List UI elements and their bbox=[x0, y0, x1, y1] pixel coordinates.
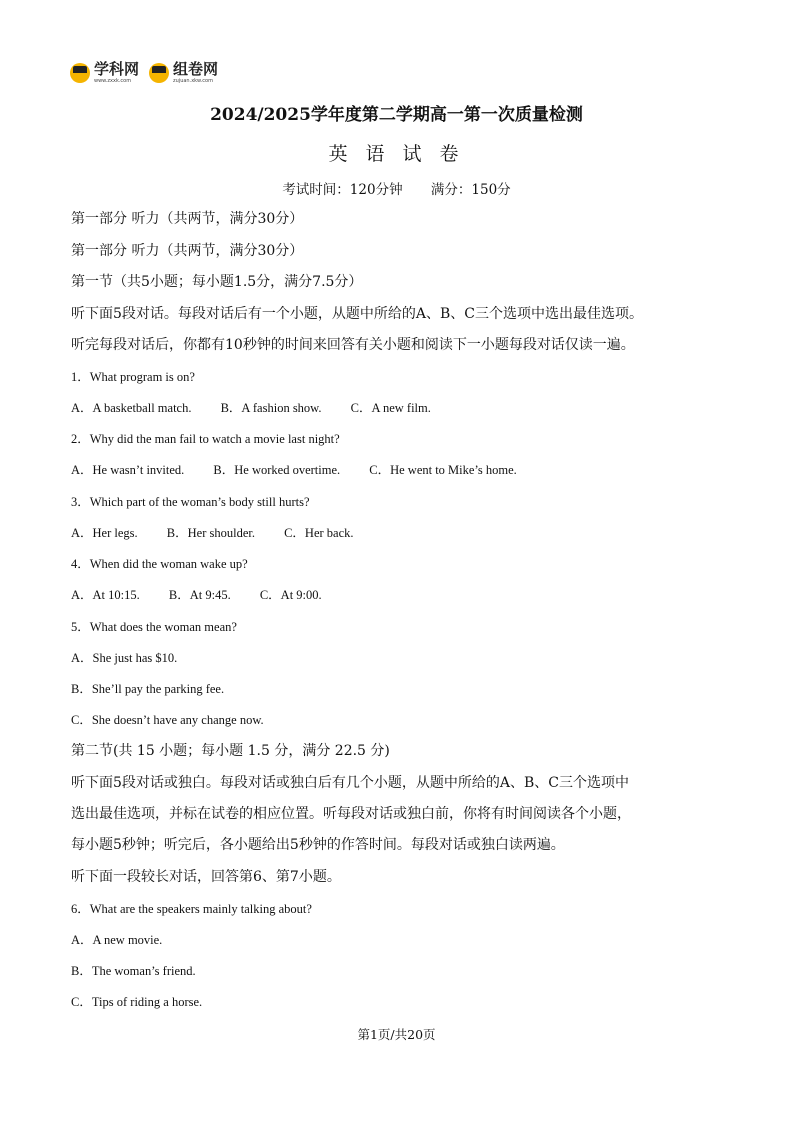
section2-instruction: 每小题5秒钟；听完后，各小题给出5秒钟的作答时间。每段对话或独白读两遍。 bbox=[71, 837, 565, 853]
logo-url: www.zxxk.com bbox=[94, 78, 132, 84]
logo-name: 学科网 bbox=[94, 60, 140, 78]
option-b: B．At 9:45. bbox=[168, 588, 231, 602]
exam-subtitle: 英 语 试 卷 bbox=[328, 143, 465, 165]
question-2-stem: 2．Why did the man fail to watch a movie last night? bbox=[71, 432, 340, 446]
option-c: C．She doesn’t have any change now. bbox=[71, 713, 264, 727]
logo-bar bbox=[70, 60, 218, 86]
option-b: B．She’ll pay the parking fee. bbox=[71, 682, 225, 696]
zujuanwang-logo-icon bbox=[149, 63, 169, 83]
question-4-stem: 4．When did the woman wake up? bbox=[71, 557, 248, 571]
option-c: C．He went to Mike’s home. bbox=[369, 463, 517, 477]
section1-heading: 第一节（共5小题；每小题1.5分，满分7.5分） bbox=[71, 274, 363, 290]
question-2-options bbox=[71, 460, 543, 478]
section1-instruction: 听完每段对话后，你都有10秒钟的时间来回答有关小题和阅读下一小题每段对话仅读一遍。 bbox=[71, 337, 635, 353]
option-c: C．Her back. bbox=[284, 526, 354, 540]
exam-meta bbox=[0, 178, 793, 198]
option-b: B．A fashion show. bbox=[220, 401, 322, 415]
logo-name: 组卷网 bbox=[173, 60, 219, 78]
question-6-stem: 6．What are the speakers mainly talking about? bbox=[71, 902, 312, 916]
option-b: B．He worked overtime. bbox=[213, 463, 341, 477]
question-3-options bbox=[71, 523, 380, 541]
question-5-stem: 5．What does the woman mean? bbox=[71, 620, 237, 634]
page-footer: 第1页/共20页 bbox=[357, 1027, 436, 1042]
question-4-options bbox=[71, 585, 348, 603]
section1-instruction: 听下面5段对话。每段对话后有一个小题，从题中所给的A、B、C三个选项中选出最佳选项。 bbox=[71, 306, 644, 322]
section2-instruction: 听下面5段对话或独白。每段对话或独白后有几个小题，从题中所给的A、B、C三个选项中 bbox=[71, 775, 630, 791]
option-a: A．A new movie. bbox=[71, 933, 163, 947]
part1-heading-repeat: 第一部分 听力（共两节，满分30分） bbox=[71, 243, 304, 259]
section2-heading: 第二节(共 15 小题；每小题 1.5 分，满分 22.5 分) bbox=[71, 743, 390, 759]
option-c: C．Tips of riding a horse. bbox=[71, 995, 203, 1009]
option-a: A．Her legs. bbox=[71, 526, 138, 540]
exam-score: 满分：150分 bbox=[430, 182, 511, 198]
dialog-intro: 听下面一段较长对话，回答第6、第7小题。 bbox=[71, 869, 341, 885]
part1-heading: 第一部分 听力（共两节，满分30分） bbox=[71, 211, 304, 227]
logo-zujuanwang bbox=[149, 62, 218, 84]
option-a: A．At 10:15. bbox=[71, 588, 140, 602]
option-b: B．The woman’s friend. bbox=[71, 964, 196, 978]
section2-instruction: 选出最佳选项，并标在试卷的相应位置。听每段对话或独白前，你将有时间阅读各个小题， bbox=[71, 806, 631, 822]
exam-time: 考试时间：120分钟 bbox=[282, 182, 403, 198]
question-3-stem: 3．Which part of the woman’s body still hurts? bbox=[71, 495, 310, 509]
option-c: C．At 9:00. bbox=[259, 588, 322, 602]
question-1-options bbox=[71, 398, 457, 416]
option-c: C．A new film. bbox=[350, 401, 431, 415]
option-a: A．A basketball match. bbox=[71, 401, 192, 415]
logo-url: zujuan.xkw.com bbox=[173, 78, 213, 84]
xuekewang-logo-icon bbox=[70, 63, 90, 83]
logo-xuekewang bbox=[70, 62, 139, 84]
option-b: B．Her shoulder. bbox=[166, 526, 255, 540]
exam-title: 2024/2025学年度第二学期高一第一次质量检测 bbox=[210, 105, 583, 125]
option-a: A．He wasn’t invited. bbox=[71, 463, 185, 477]
option-a: A．She just has $10. bbox=[71, 651, 178, 665]
question-1-stem: 1．What program is on? bbox=[71, 370, 195, 384]
